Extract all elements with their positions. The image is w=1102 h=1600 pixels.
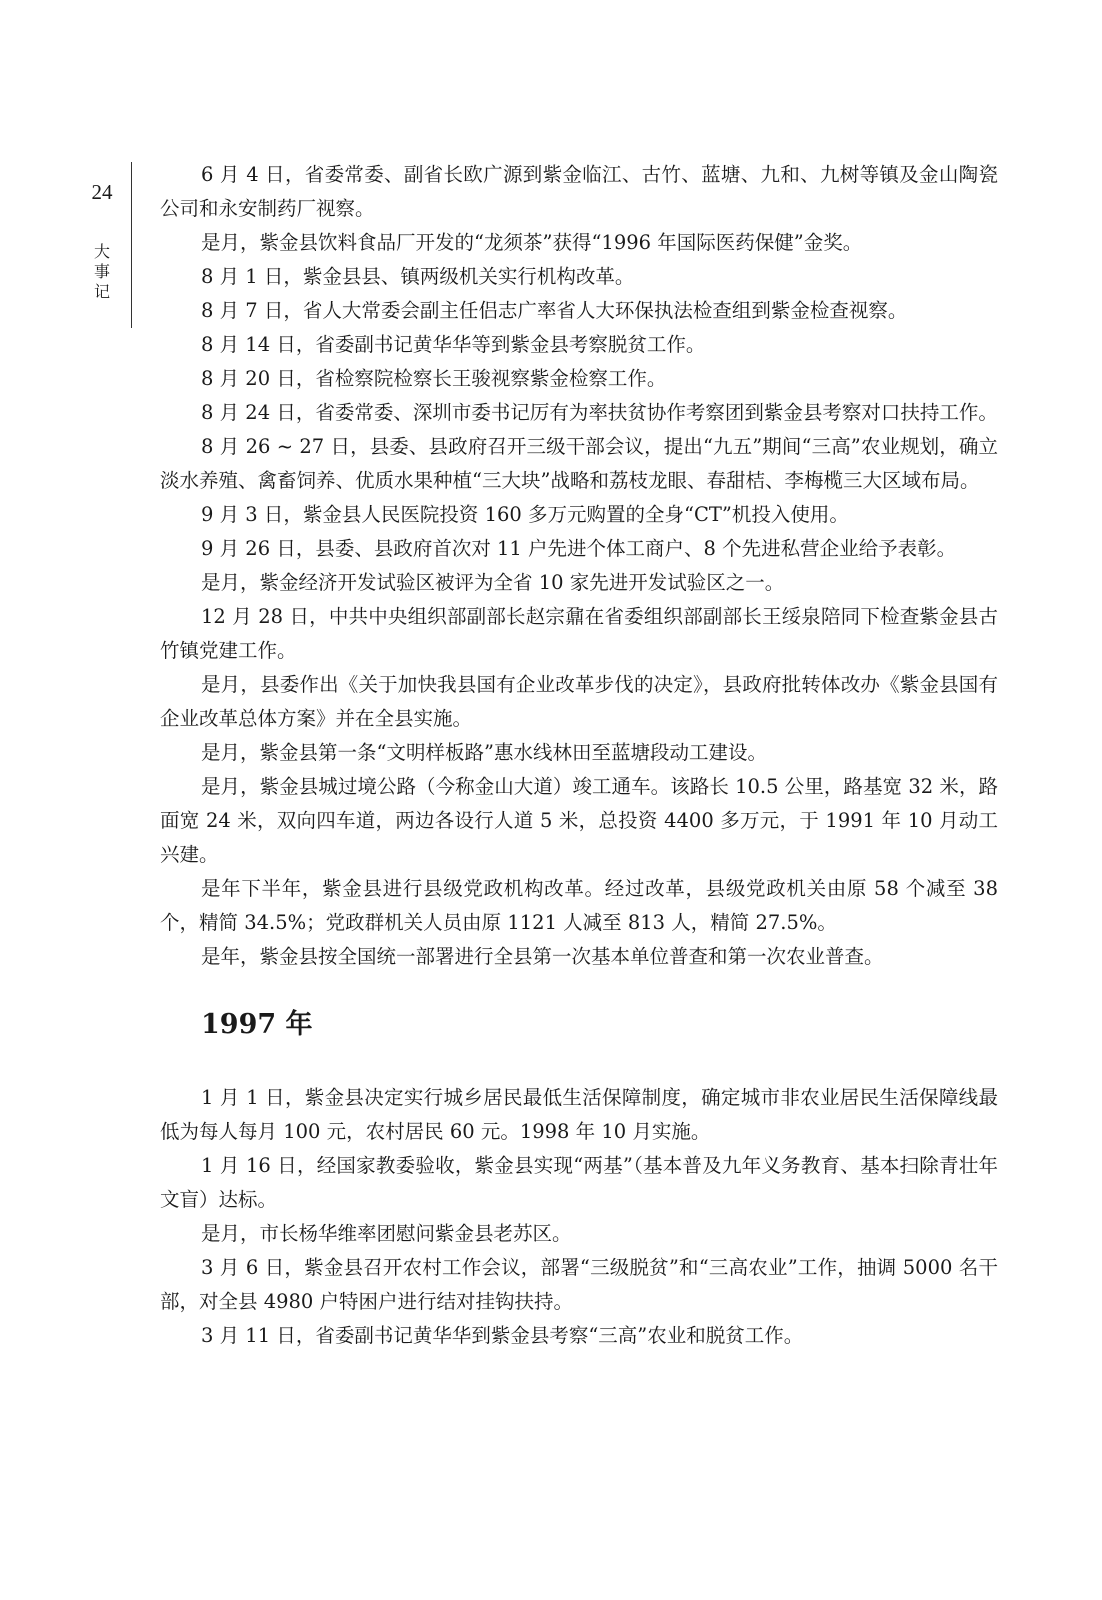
chronicle-entry: 是年，紫金县按全国统一部署进行全县第一次基本单位普查和第一次农业普查。 [201,945,884,968]
margin-rule [131,162,132,328]
chronicle-entry: 是年下半年，紫金县进行县级党政机构改革。经过改革，县级党政机关由原 58 个减至 38 个，精简 34.5%；党政群机关人员由原 1121 人减至 813 人，精简 27.5%。 [160,877,998,934]
chronicle-entry: 8 月 14 日，省委副书记黄华华等到紫金县考察脱贫工作。 [201,333,706,356]
chronicle-entry: 是月，县委作出《关于加快我县国有企业改革步伐的决定》，县政府批转体改办《紫金县国有企业改革总体方案》并在全县实施。 [160,673,998,730]
chronicle-entry: 8 月 7 日，省人大常委会副主任侣志广率省人大环保执法检查组到紫金检查视察。 [201,299,908,322]
year-heading-1997: 1997 年 [201,1009,313,1040]
page-margin [82,178,122,302]
chronicle-entry: 8 月 24 日，省委常委、深圳市委书记厉有为率扶贫协作考察团到紫金县考察对口扶持工作。 [201,401,998,424]
chronicle-entry: 8 月 26 ~ 27 日，县委、县政府召开三级干部会议，提出“九五”期间“三高”农业规划，确立淡水养殖、禽畜饲养、优质水果种植“三大块”战略和荔枝龙眼、春甜桔、李梅榄三大区域布局。 [160,435,998,492]
page-body [160,158,998,1353]
chronicle-entry: 是月，紫金县第一条“文明样板路”惠水线林田至蓝塘段动工建设。 [201,741,767,764]
chronicle-entry: 是月，紫金县饮料食品厂开发的“龙须茶”获得“1996 年国际医药保健”金奖。 [201,231,863,254]
chronicle-entry: 3 月 11 日，省委副书记黄华华到紫金县考察“三高”农业和脱贫工作。 [201,1324,804,1347]
chronicle-1997 [160,1081,998,1353]
chronicle-entry: 是月，紫金县城过境公路（今称金山大道）竣工通车。该路长 10.5 公里，路基宽 32 米，路面宽 24 米，双向四车道，两边各设行人道 5 米，总投资 4400 多万元，于 1991 年 10 月动工兴建。 [160,775,998,866]
chronicle-entry: 1 月 16 日，经国家教委验收，紫金县实现“两基”（基本普及九年义务教育、基本扫除青壮年文盲）达标。 [160,1154,998,1211]
chronicle-1996-continued [160,158,998,974]
chronicle-entry: 3 月 6 日，紫金县召开农村工作会议，部署“三级脱贫”和“三高农业”工作，抽调 5000 名干部，对全县 4980 户特困户进行结对挂钩扶持。 [160,1256,998,1313]
chronicle-entry: 9 月 26 日，县委、县政府首次对 11 户先进个体工商户、8 个先进私营企业给予表彰。 [201,537,957,560]
chronicle-entry: 8 月 20 日，省检察院检察长王骏视察紫金检察工作。 [201,367,667,390]
chronicle-entry: 是月，紫金经济开发试验区被评为全省 10 家先进开发试验区之一。 [201,571,785,594]
page-number: 24 [91,180,113,204]
chronicle-entry: 8 月 1 日，紫金县县、镇两级机关实行机构改革。 [201,265,635,288]
chronicle-entry: 6 月 4 日，省委常委、副省长欧广源到紫金临江、古竹、蓝塘、九和、九树等镇及金山陶瓷公司和永安制药厂视察。 [160,163,998,220]
chronicle-entry: 1 月 1 日，紫金县决定实行城乡居民最低生活保障制度，确定城市非农业居民生活保障线最低为每人每月 100 元，农村居民 60 元。1998 年 10 月实施。 [160,1086,998,1143]
chronicle-entry: 是月，市长杨华维率团慰问紫金县老苏区。 [201,1222,572,1245]
running-head: 大事记 [93,242,110,301]
chronicle-entry: 12 月 28 日，中共中央组织部副部长赵宗鼐在省委组织部副部长王绥泉陪同下检查紫金县古竹镇党建工作。 [160,605,998,662]
chronicle-entry: 9 月 3 日，紫金县人民医院投资 160 多万元购置的全身“CT”机投入使用。 [201,503,849,526]
